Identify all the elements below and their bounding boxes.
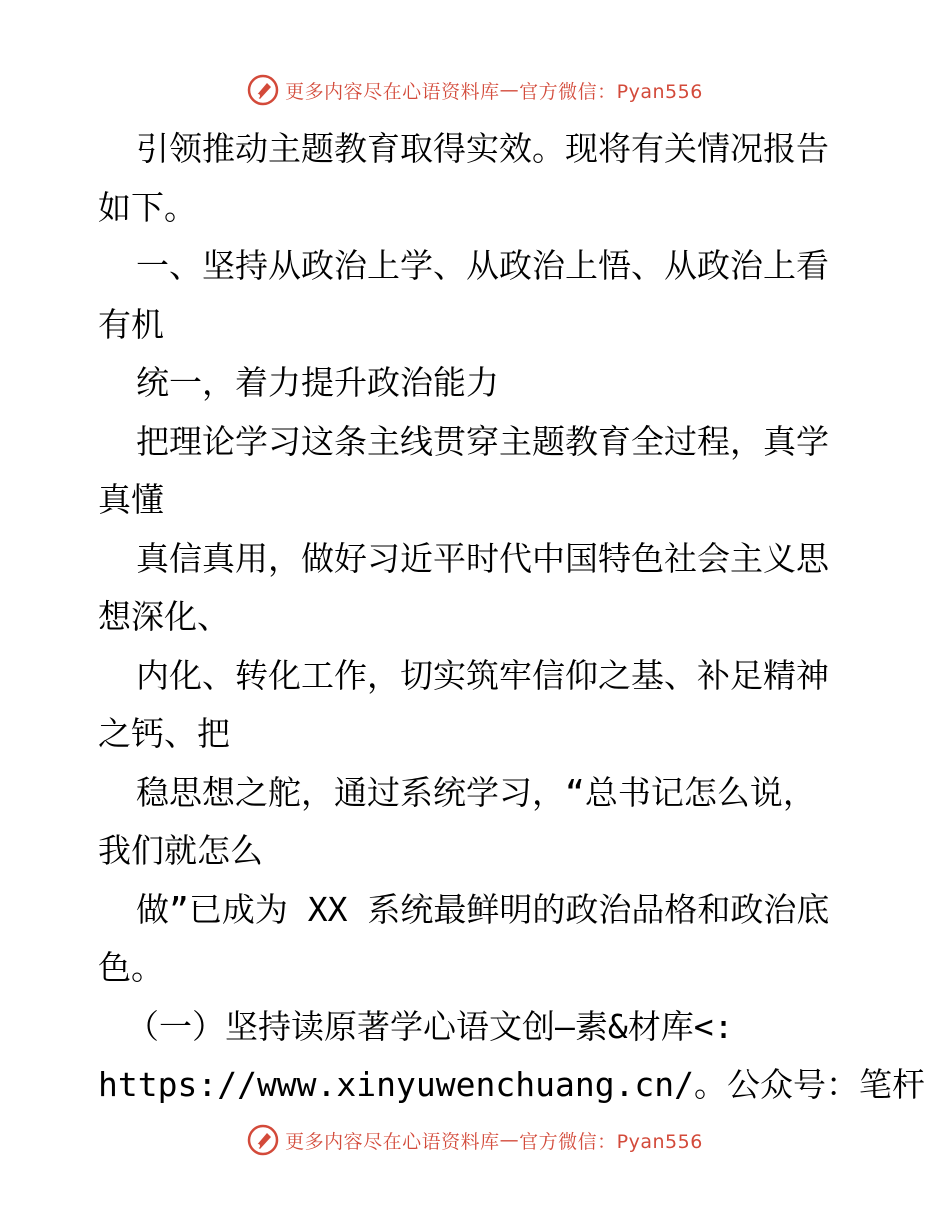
footer-banner-wechat: 官方微信：Pyan556 <box>519 1130 703 1153</box>
header-banner-wechat: 官方微信：Pyan556 <box>519 80 703 103</box>
footer-banner-text: 更多内容尽在心语资料库 <box>285 1130 500 1153</box>
header-banner-separator: — <box>499 79 520 101</box>
text-line: 色。 <box>98 948 164 987</box>
text-line: 做”已成为 XX 系统最鲜明的政治品格和政治底 <box>136 889 830 929</box>
text-line: 我们就怎么 <box>98 831 263 870</box>
text-line: （一）坚持读原著学心语文创—素&材库<: <box>126 1006 734 1046</box>
text-line: 之钙、把 <box>98 714 230 753</box>
header-banner <box>0 70 950 110</box>
text-line: 一、坚持从政治上学、从政治上悟、从政治上看 <box>136 246 829 285</box>
text-line: 稳思想之舵，通过系统学习，“总书记怎么说， <box>136 772 816 812</box>
text-line: 统一，着力提升政治能力 <box>136 363 499 402</box>
text-line: 有机 <box>98 304 164 344</box>
text-line: 真懂 <box>98 480 164 519</box>
footer-banner <box>0 1120 950 1160</box>
text-line: 想深化、 <box>98 597 230 636</box>
footer-banner-separator: — <box>499 1129 520 1151</box>
text-line: 真信真用，做好习近平时代中国特色社会主义思 <box>136 538 829 578</box>
header-banner-text: 更多内容尽在心语资料库 <box>285 80 500 103</box>
text-line: 内化、转化工作，切实筑牢信仰之基、补足精神 <box>136 655 829 695</box>
text-line: 把理论学习这条主线贯穿主题教育全过程，真学 <box>136 421 829 461</box>
pen-nib-logo-icon <box>247 1124 279 1156</box>
text-line: 如下。 <box>98 187 197 227</box>
text-line: 引领推动主题教育取得实效。现将有关情况报告 <box>136 129 829 168</box>
body-text <box>98 120 926 1115</box>
pen-nib-logo-icon <box>247 74 279 106</box>
text-line-url: https://www.xinyuwenchuang.cn/。公众号：笔杆 <box>98 1065 926 1104</box>
